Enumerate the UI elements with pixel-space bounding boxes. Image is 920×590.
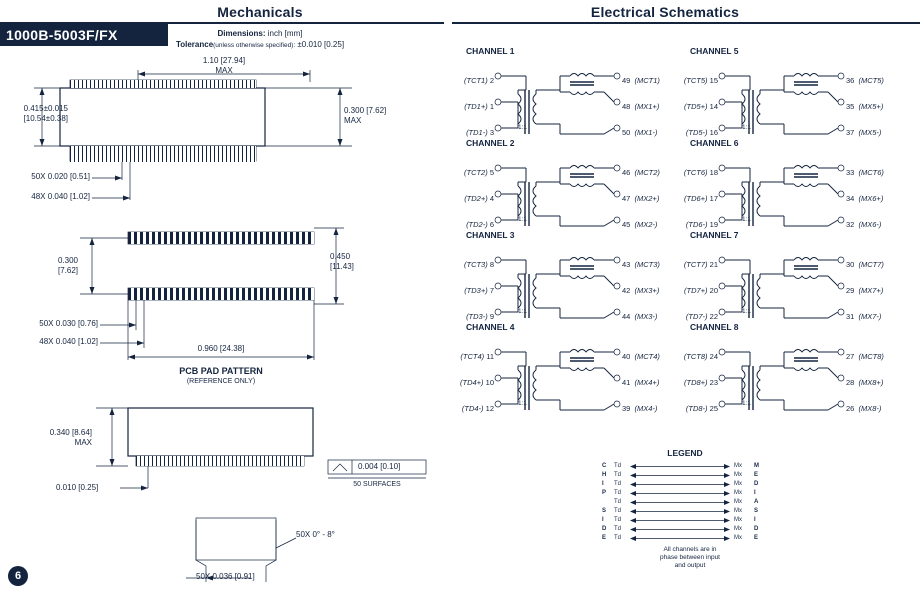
channel-title: CHANNEL 3: [466, 230, 515, 240]
legend-from-label: Td: [614, 499, 622, 505]
channel-title: CHANNEL 4: [466, 322, 515, 332]
legend-row: [596, 507, 776, 516]
legend-row: [596, 498, 776, 507]
pin-label-right: 34 (MX6+): [846, 194, 884, 203]
pin-label-left: (TD3-) 9: [466, 312, 494, 321]
pin-label-left: (TD4+) 10: [460, 378, 494, 387]
right-height-dim: 0.300 [7.62] MAX: [344, 106, 387, 125]
legend-right-letter: E: [754, 472, 759, 478]
turns-ratio-label: 1:1: [742, 216, 752, 223]
pin-label-left: (TD5+) 14: [684, 102, 718, 111]
lead-angle-dim: 50X 0° - 8°: [296, 530, 335, 539]
top-width-dim: 1.10 [27.94] MAX: [202, 56, 246, 75]
pin-label-right: 37 (MX5-): [846, 128, 882, 137]
pin-label-left: (TCT2) 5: [463, 168, 494, 177]
legend-right-letter: E: [754, 535, 759, 541]
legend-row: [596, 489, 776, 498]
legend-from-label: Td: [614, 517, 622, 523]
pad-right-height-dim: 0.450 [11.43]: [330, 252, 354, 271]
pin-label-right: 40 (MCT4): [622, 352, 660, 361]
pin-label-right: 45 (MX2-): [622, 220, 658, 229]
legend-row: [596, 462, 776, 471]
legend-right-letter: I: [754, 490, 756, 496]
legend-row: [596, 534, 776, 543]
turns-ratio-label: 1:1: [518, 400, 528, 407]
pad-pattern-subtitle: (REFERENCE ONLY): [186, 378, 256, 385]
pin-label-right: 50 (MX1-): [622, 128, 658, 137]
pin-label-right: 27 (MCT8): [846, 352, 884, 361]
channel-title: CHANNEL 6: [690, 138, 739, 148]
pad-left-height-dim: 0.300 [7.62]: [57, 256, 78, 275]
pin-label-left: (TCT4) 11: [460, 352, 494, 361]
channel-title: CHANNEL 2: [466, 138, 515, 148]
legend-to-label: Mx: [734, 490, 742, 496]
legend-from-label: Td: [614, 535, 622, 541]
pin-label-left: (TD2+) 4: [464, 194, 494, 203]
pin-label-right: 30 (MCT7): [846, 260, 884, 269]
legend-right-letter: D: [754, 481, 759, 487]
channel-block: [452, 46, 662, 137]
legend-to-label: Mx: [734, 481, 742, 487]
pin-label-left: (TD8-) 25: [685, 404, 718, 413]
legend-row: [596, 525, 776, 534]
pin-label-left: (TD7+) 20: [684, 286, 718, 295]
legend-to-label: Mx: [734, 535, 742, 541]
legend-right-letter: S: [754, 508, 759, 514]
pin-label-right: 36 (MCT5): [846, 76, 884, 85]
legend-to-label: Mx: [734, 463, 742, 469]
legend-title: LEGEND: [667, 448, 703, 458]
channel-title: CHANNEL 7: [690, 230, 739, 240]
legend-row: [596, 471, 776, 480]
pin-label-right: 46 (MCT2): [622, 168, 660, 177]
pin-label-right: 44 (MX3-): [622, 312, 658, 321]
legend-right-letter: A: [754, 499, 759, 505]
pin-label-right: 35 (MX5+): [846, 102, 884, 111]
side-lead-dim: 0.010 [0.25]: [56, 483, 99, 492]
legend-to-label: Mx: [734, 472, 742, 478]
legend-right-letter: I: [754, 517, 756, 523]
channel-block: [676, 230, 886, 321]
side-view-lead-row: [136, 456, 304, 466]
pin-label-left: (TCT7) 21: [683, 260, 718, 269]
channel-block: [676, 322, 886, 413]
legend-right-letter: D: [754, 526, 759, 532]
legend-left-letter: I: [602, 481, 604, 487]
legend-left-letter: E: [602, 535, 607, 541]
left-height-dim: 0.415±0.015 [10.54±0.38]: [23, 104, 68, 123]
channel-block: [676, 46, 886, 137]
pin-label-left: (TD4-) 12: [461, 404, 494, 413]
legend-to-label: Mx: [734, 499, 742, 505]
channel-block: [452, 322, 662, 413]
tolerance-paren: (unless otherwise specified):: [213, 42, 296, 49]
legend-left-letter: C: [602, 463, 607, 469]
lead-foot-dim: 50X 0.036 [0.91]: [196, 572, 255, 581]
pin-label-left: (TD1-) 3: [466, 128, 494, 137]
pin-label-left: (TD7-) 22: [685, 312, 718, 321]
legend-right-letter: M: [754, 463, 759, 469]
electrical-rule: [452, 22, 920, 24]
pin-label-left: (TCT3) 8: [463, 260, 494, 269]
pin-label-right: 32 (MX6-): [846, 220, 882, 229]
pin-label-right: 49 (MCT1): [622, 76, 660, 85]
pin-label-right: 41 (MX4+): [622, 378, 660, 387]
part-number-badge: 1000B-5003F/FX: [0, 24, 168, 46]
electrical-title: Electrical Schematics: [590, 4, 740, 20]
tolerance-value: ±0.010 [0.25]: [297, 40, 345, 49]
legend-to-label: Mx: [734, 526, 742, 532]
turns-ratio-label: 1:1: [518, 308, 528, 315]
pin-label-right: 39 (MX4-): [622, 404, 658, 413]
pin-label-right: 29 (MX7+): [846, 286, 884, 295]
pad-total-dim: 0.960 [24.38]: [197, 344, 245, 353]
legend-left-letter: D: [602, 526, 607, 532]
pad-50x-dim: 50X 0.030 [0.76]: [39, 319, 98, 328]
pin-label-right: 28 (MX8+): [846, 378, 884, 387]
legend-row: [596, 480, 776, 489]
pin-label-left: (TD2-) 6: [466, 220, 494, 229]
pin-label-right: 33 (MCT6): [846, 168, 884, 177]
pin-label-left: (TCT6) 18: [683, 168, 718, 177]
channel-title: CHANNEL 1: [466, 46, 515, 56]
channel-block: [452, 230, 662, 321]
turns-ratio-label: 1:1: [742, 124, 752, 131]
pin-label-left: (TD3+) 7: [464, 286, 494, 295]
pin-label-right: 48 (MX1+): [622, 102, 660, 111]
turns-ratio-label: 1:1: [518, 124, 528, 131]
legend-to-label: Mx: [734, 517, 742, 523]
pin-label-right: 31 (MX7-): [846, 312, 882, 321]
legend-left-letter: P: [602, 490, 607, 496]
turns-ratio-label: 1:1: [518, 216, 528, 223]
top-view-pin-comb: [70, 80, 256, 88]
channel-block: [676, 138, 886, 229]
pin-label-right: 43 (MCT3): [622, 260, 660, 269]
legend-note: All channels are in phase between input and output: [660, 546, 720, 569]
pin-label-right: 26 (MX8-): [846, 404, 882, 413]
side-height-dim: 0.340 [8.64] MAX: [49, 428, 92, 447]
turns-ratio-label: 1:1: [742, 400, 752, 407]
legend-from-label: Td: [614, 472, 622, 478]
pin-label-right: 42 (MX3+): [622, 286, 660, 295]
top-view-lead-tails: [70, 155, 256, 162]
pad-pattern-bottom-row: [128, 288, 314, 300]
pitch-50x-dim: 50X 0.020 [0.51]: [31, 172, 90, 181]
channel-title: CHANNEL 8: [690, 322, 739, 332]
page-number-badge: 6: [8, 566, 28, 586]
pad-48x-dim: 48X 0.040 [1.02]: [39, 337, 98, 346]
flatness-value: 0.004 [0.10]: [358, 462, 401, 471]
legend-from-label: Td: [614, 490, 622, 496]
pin-label-left: (TD6-) 19: [685, 220, 718, 229]
channel-title: CHANNEL 5: [690, 46, 739, 56]
legend-from-label: Td: [614, 508, 622, 514]
turns-ratio-label: 1:1: [742, 308, 752, 315]
dimension-note-label: Dimensions:: [217, 29, 266, 38]
surfaces-note: 50 SURFACES: [353, 481, 401, 488]
legend-from-label: Td: [614, 463, 622, 469]
legend-left-letter: I: [602, 517, 604, 523]
legend-from-label: Td: [614, 526, 622, 532]
top-view-lead-comb: [70, 146, 256, 155]
pitch-48x-dim: 48X 0.040 [1.02]: [31, 192, 90, 201]
pin-label-left: (TCT5) 15: [683, 76, 718, 85]
legend-left-letter: S: [602, 508, 607, 514]
pad-pattern-top-row: [128, 232, 314, 244]
mechanicals-title: Mechanicals: [217, 4, 303, 20]
dimension-note-value: inch [mm]: [267, 29, 303, 38]
legend-to-label: Mx: [734, 508, 742, 514]
pin-label-left: (TD6+) 17: [684, 194, 718, 203]
legend-from-label: Td: [614, 481, 622, 487]
pin-label-left: (TD8+) 23: [684, 378, 718, 387]
pin-label-left: (TCT8) 24: [683, 352, 718, 361]
legend-row: [596, 516, 776, 525]
channel-block: [452, 138, 662, 229]
pin-label-left: (TCT1) 2: [463, 76, 494, 85]
pin-label-left: (TD5-) 16: [685, 128, 718, 137]
pin-label-right: 47 (MX2+): [622, 194, 660, 203]
legend-left-letter: H: [602, 472, 607, 478]
tolerance-label: Tolerance: [175, 40, 214, 49]
pin-label-left: (TD1+) 1: [464, 102, 494, 111]
pad-pattern-title: PCB PAD PATTERN: [179, 366, 263, 376]
